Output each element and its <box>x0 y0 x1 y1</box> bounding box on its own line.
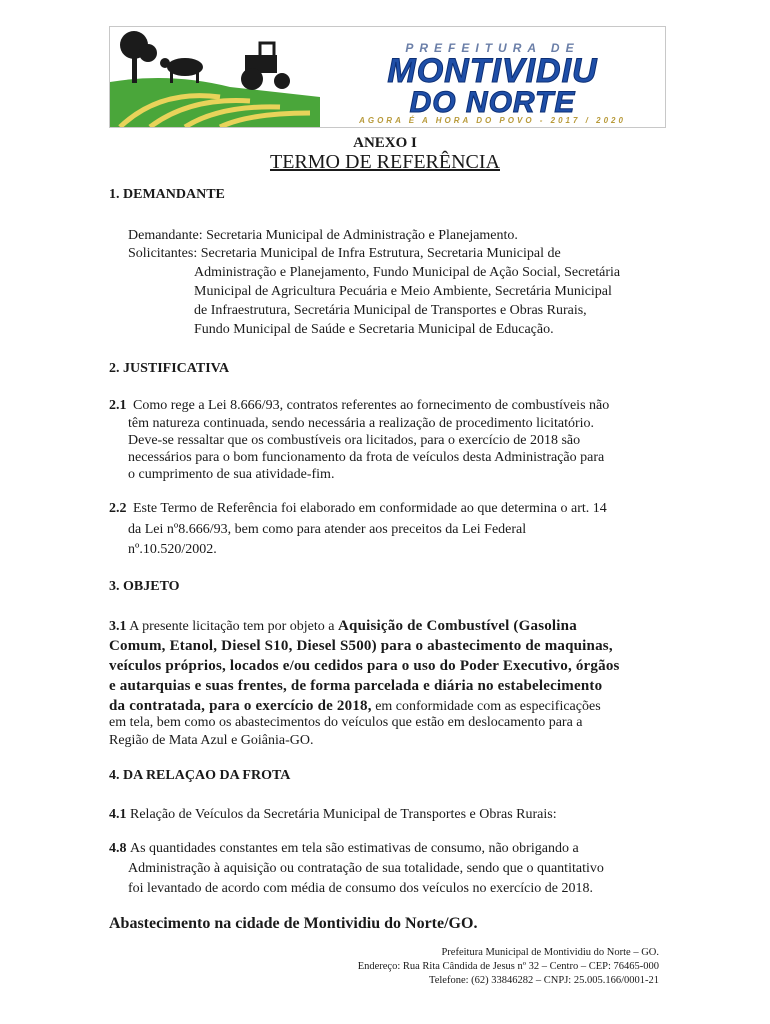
header-banner <box>109 26 666 128</box>
footer-address: Endereço: Rua Rita Cândida de Jesus nº 32 – Centro – CEP: 76465-000 <box>357 961 659 972</box>
para-2-1-line-5: o cumprimento de sua atividade-fim. <box>128 467 335 482</box>
para-4-8-line-3: foi levantado de acordo com média de consumo dos veículos no exercício de 2018. <box>128 881 593 896</box>
para-3-1-bold-end: da contratada, para o exercício de 2018, <box>109 698 372 714</box>
solicitantes-line-3: Municipal de Agricultura Pecuária e Meio Ambiente, Secretária Municipal <box>194 284 612 299</box>
para-3-1-line-1 <box>109 617 669 636</box>
section-2-heading: 2. JUSTIFICATIVA <box>109 361 230 376</box>
header-slogan: AGORA É A HORA DO POVO - 2017 / 2020 <box>359 116 626 125</box>
solicitantes-line-4: de Infraestrutura, Secretária Municipal de Transportes e Obras Rurais, <box>194 303 587 318</box>
footer-prefeitura: Prefeitura Municipal de Montividiu do Norte – GO. <box>441 947 659 958</box>
header-city-name-line2: DO NORTE <box>409 86 576 119</box>
demandante-text: Demandante: Secretaria Municipal de Administração e Planejamento. <box>128 228 518 243</box>
para-4-1-number: 4.1 <box>109 807 127 822</box>
para-2-2-number: 2.2 <box>109 501 127 516</box>
para-2-2-line-1: Este Termo de Referência foi elaborado em conformidade ao que determina o art. 14 <box>133 501 607 516</box>
para-2-2-line-2: da Lei nº8.666/93, bem como para atender aos preceitos da Lei Federal <box>128 522 527 537</box>
solicitantes-line-2: Administração e Planejamento, Fundo Municipal de Ação Social, Secretária <box>194 265 621 280</box>
para-3-1-line-4: e autarquias e suas frentes, de forma parcelada e diária no estabelecimento <box>109 678 603 694</box>
para-2-1-line-3: Deve-se ressaltar que os combustíveis ora licitados, para o exercício de 2018 são <box>128 433 581 448</box>
para-3-1-rest: em conformidade com as especificações <box>375 699 601 714</box>
para-2-2-line-3: nº.10.520/2002. <box>128 542 217 557</box>
para-4-1-text: Relação de Veículos da Secretária Municipal de Transportes e Obras Rurais: <box>130 807 557 822</box>
annex-label: ANEXO I <box>353 135 417 151</box>
para-3-1-intro: A presente licitação tem por objeto a <box>129 619 335 634</box>
para-2-1-line-1: Como rege a Lei 8.666/93, contratos referentes ao fornecimento de combustíveis não <box>133 398 610 413</box>
para-3-1-line-3: veículos próprios, locados e/ou cedidos para o uso do Poder Executivo, órgãos <box>109 658 620 674</box>
fuel-location-subheading: Abastecimento na cidade de Montividiu do Norte/GO. <box>109 915 478 932</box>
footer-contact: Telefone: (62) 33846282 – CNPJ: 25.005.166/0001-21 <box>429 975 659 986</box>
para-3-1-line-2: Comum, Etanol, Diesel S10, Diesel S500) para o abastecimento de maquinas, <box>109 638 613 654</box>
header-prefeitura: PREFEITURA DE <box>405 41 580 55</box>
para-3-1-number: 3.1 <box>109 619 127 634</box>
section-3-heading: 3. OBJETO <box>109 579 180 594</box>
section-4-heading: 4. DA RELAÇAO DA FROTA <box>109 768 291 783</box>
header-city-name-line1: MONTIVIDIU <box>387 52 598 90</box>
document-title: TERMO DE REFERÊNCIA <box>270 151 500 173</box>
para-2-1-line-2: têm natureza continuada, sendo necessária a realização de procedimento licitatório. <box>128 416 595 431</box>
para-3-1-bold-start: Aquisição de Combustível (Gasolina <box>338 618 577 634</box>
farm-logo-image <box>110 27 320 127</box>
para-4-1 <box>109 806 557 824</box>
para-3-1-line-7: Região de Mata Azul e Goiânia-GO. <box>109 733 314 748</box>
para-3-1-line-6: em tela, bem como os abastecimentos do veículos que estão em deslocamento para a <box>109 715 583 730</box>
para-2-1-line-4: necessários para o bom funcionamento da frota de veículos desta Administração para <box>128 450 605 465</box>
para-2-1-number: 2.1 <box>109 398 127 413</box>
para-4-8-line-1: As quantidades constantes em tela são estimativas de consumo, não obrigando a <box>130 841 579 856</box>
solicitantes-line-1: Solicitantes: Secretaria Municipal de Infra Estrutura, Secretaria Municipal de <box>128 246 561 261</box>
para-4-8-number: 4.8 <box>109 841 127 856</box>
section-1-heading: 1. DEMANDANTE <box>109 187 225 202</box>
header-title-block <box>320 27 665 127</box>
para-4-8-line-2: Administração à aquisição ou contratação de sua totalidade, sendo que o quantitativo <box>128 861 604 876</box>
solicitantes-line-5: Fundo Municipal de Saúde e Secretaria Municipal de Educação. <box>194 322 554 337</box>
